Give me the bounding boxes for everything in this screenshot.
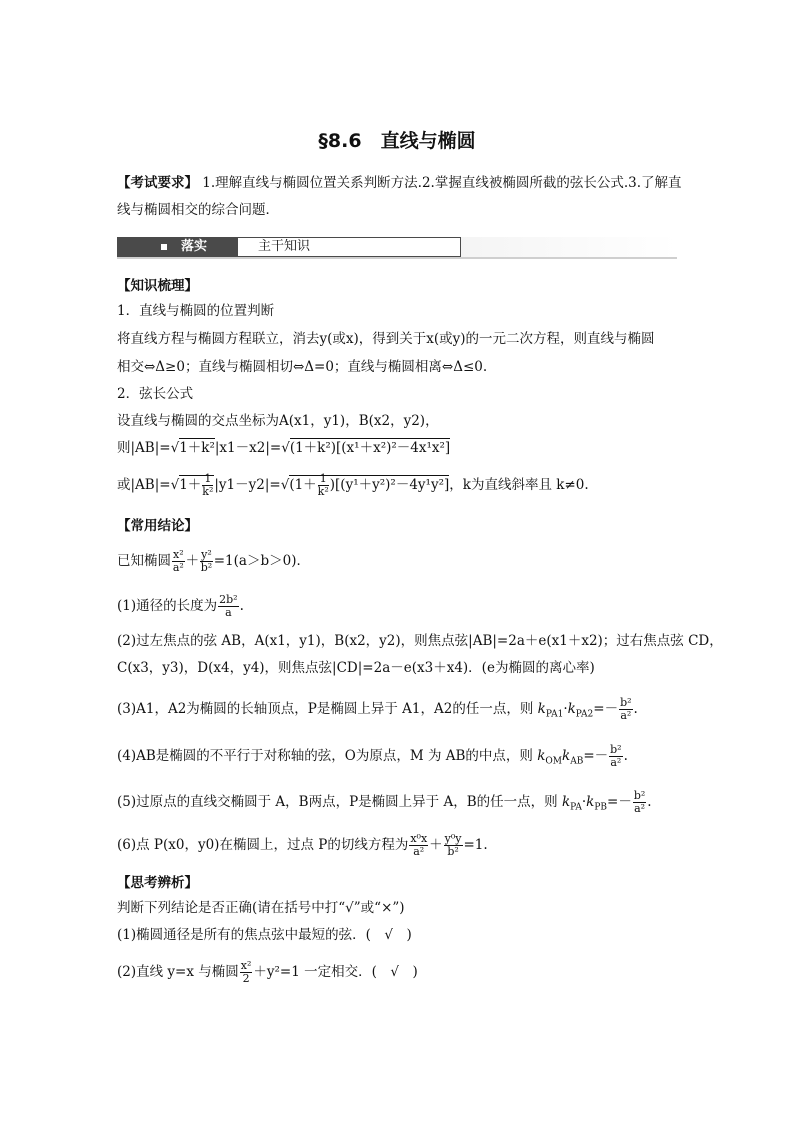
conclusion-1: (1)通径的长度为 $\frac{\text{2b²}}{a}$ .	[117, 593, 244, 619]
conclusion-2-line2: C(x3，y3)，D(x4，y4)，则焦点弦|CD|=2a－e(x3＋x4)．(e为椭圆的离心率)	[117, 660, 595, 676]
thinking-q1: (1)椭圆通径是所有的焦点弦中最短的弦．( √ )	[117, 927, 412, 943]
thinking-heading: 【思考辨析】	[117, 875, 198, 891]
s1-title: 1．直线与椭圆的位置判断	[117, 303, 275, 319]
s2-line1: 设直线与椭圆的交点坐标为A(x1，y1)，B(x2，y2)，	[117, 413, 439, 429]
knowledge-heading: 【知识梳理】	[117, 278, 198, 294]
exam-requirements	[117, 170, 683, 224]
s1-line1: 将直线方程与椭圆方程联立，消去y(或x)，得到关于x(或y)的一元二次方程，则直线与椭圆	[117, 331, 655, 347]
thinking-q2: (2)直线 y=x 与椭圆 $\frac{\text{x²}}{2}$ ＋y²=1 一定相交．( √ )	[117, 959, 418, 985]
thinking-intro: 判断下列结论是否正确(请在括号中打“√”或“×”)	[117, 900, 405, 916]
conclusions-heading: 【常用结论】	[117, 518, 198, 534]
banner-right-label: 主干知识	[258, 239, 311, 254]
page-title: §8.6 直线与椭圆	[318, 130, 476, 152]
conclusion-2-line1: (2)过左焦点的弦 AB，A(x1，y1)，B(x2，y2)，则焦点弦|AB|=2a＋e(x1＋x2)；过右焦点弦 CD，	[117, 633, 723, 649]
requirements-text: 1.理解直线与椭圆位置关系判断方法.2.掌握直线被椭圆所截的弦长公式.3.了解直线与椭圆相交的综合问题．	[117, 175, 682, 218]
s2-line3: 或|AB|=√1＋ $\frac{1}{\text{k²}}$ |y1－y2|=√(1＋ $\frac{1}{\text{k²}}$ )[(y¹＋y²)²－4y¹y²]，k为直线斜率且 k≠0.	[117, 472, 589, 498]
conclusion-6: (6)点 P(x0，y0)在椭圆上，过点 P的切线方程为 $\frac{\text{x⁰x}}{\text{a²}}$ ＋ $\frac{\text{y⁰y}}{\text{b²}}$ =1.	[117, 832, 488, 858]
s1-line2: 相交⇔Δ≥0；直线与椭圆相切⇔Δ=0；直线与椭圆相离⇔Δ≤0.	[117, 359, 488, 375]
section-banner	[117, 237, 677, 257]
s2-title: 2．弦长公式	[117, 386, 194, 402]
conclusion-3: (3)A1，A2为椭圆的长轴顶点，P是椭圆上异于 A1，A2的任一点，则 $k_{PA1}\cdot k_{PA2}=-$ $\frac{\text{b²}}{\text{a²}}$ .	[117, 696, 638, 722]
square-bullet-icon	[161, 244, 167, 250]
conclusion-5: (5)过原点的直线交椭圆于 A，B两点，P是椭圆上异于 A，B的任一点，则 $k_{PA}\cdot k_{PB}=-$ $\frac{\text{b²}}{\text{a²}}$ .	[117, 789, 652, 815]
requirements-label: 【考试要求】	[117, 175, 198, 191]
banner-left-label: 落实	[181, 239, 208, 254]
s2-line2: 则|AB|=√1＋k²|x1－x2|=√(1＋k²)[(x¹＋x²)²－4x¹x²]	[117, 440, 451, 456]
conclusion-intro: 已知椭圆 $\frac{\text{x²}}{\text{a²}}$ ＋ $\frac{\text{y²}}{\text{b²}}$ =1(a＞b＞0)．	[117, 548, 310, 574]
banner-rule	[117, 257, 677, 259]
conclusion-4: (4)AB是椭圆的不平行于对称轴的弦，O为原点，M 为 AB的中点，则 $k_{OM}k_{AB}=-$ $\frac{\text{b²}}{\text{a²}}$ .	[117, 743, 628, 769]
